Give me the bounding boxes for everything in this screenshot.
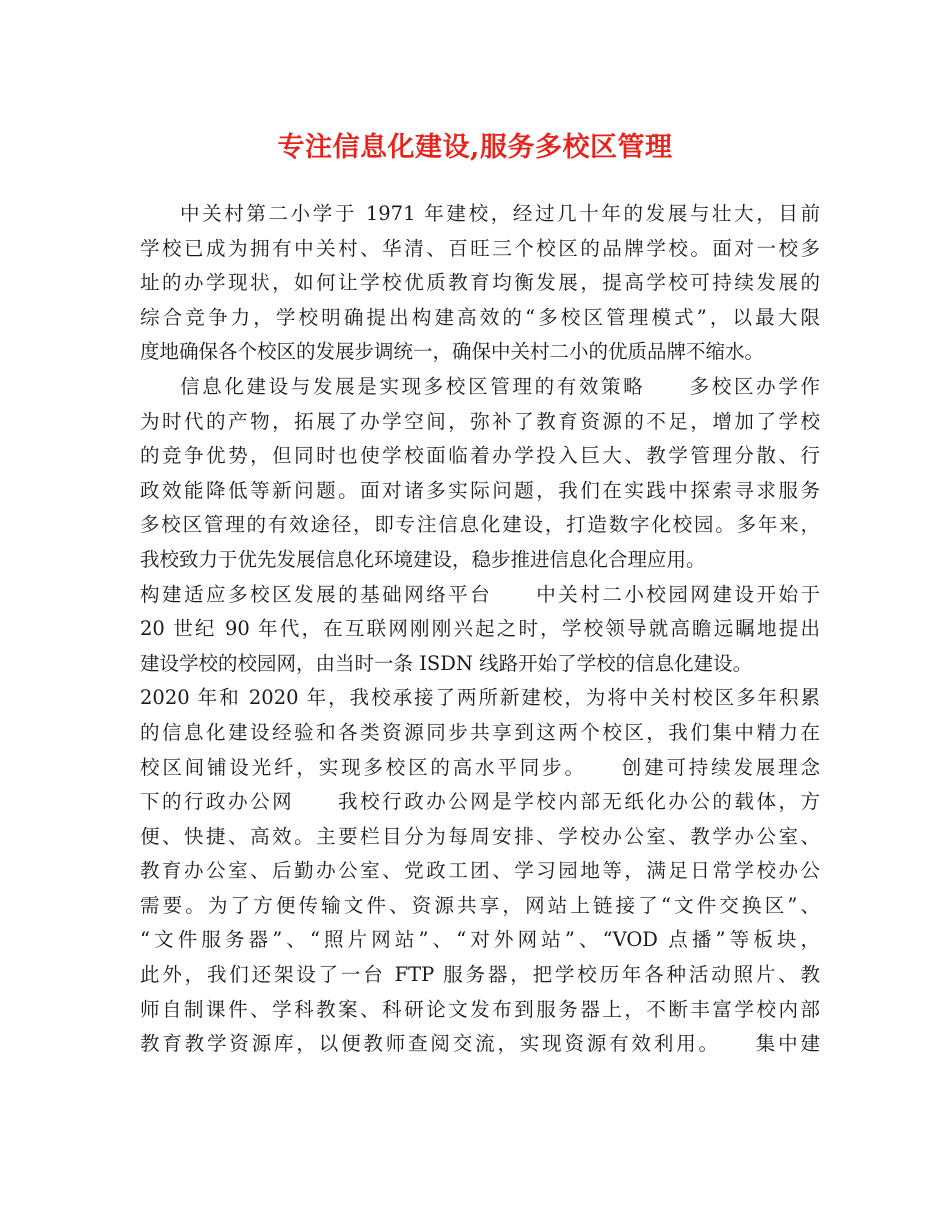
body-line: 度地确保各个校区的发展步调统一，确保中关村二小的优质品牌不缩水。: [140, 340, 765, 364]
body-line: 师自制课件、学科教案、科研论文发布到服务器上，不断丰富学校内部: [140, 997, 820, 1021]
body-line: 为时代的产物，拓展了办学空间，弥补了教育资源的不足，增加了学校: [140, 409, 820, 433]
document-body: [140, 197, 820, 1062]
body-line: 我校致力于优先发展信息化环境建设，稳步推进信息化合理应用。: [140, 547, 706, 571]
body-line: 便、快捷、高效。主要栏目分为每周安排、学校办公室、教学办公室、: [140, 824, 820, 848]
body-line: 综合竞争力，学校明确提出构建高效的“多校区管理模式”，以最大限: [140, 305, 820, 329]
body-line: 的竞争优势，但同时也使学校面临着办学投入巨大、教学管理分散、行: [140, 444, 820, 468]
body-line: 教育办公室、后勤办公室、党政工团、学习园地等，满足日常学校办公: [140, 859, 820, 883]
body-line: “文件服务器”、“照片网站”、“对外网站”、“VOD 点播”等板块，: [140, 928, 820, 952]
body-line: 址的办学现状，如何让学校优质教育均衡发展，提高学校可持续发展的: [140, 271, 820, 295]
body-line: 2020 年和 2020 年，我校承接了两所新建校，为将中关村校区多年积累: [140, 686, 820, 710]
body-line: 中关村第二小学于 1971 年建校，经过几十年的发展与壮大，目前: [180, 202, 820, 225]
body-line: 信息化建设与发展是实现多校区管理的有效策略 多校区办学作: [180, 374, 820, 398]
body-line: 教育教学资源库，以便教师查阅交流，实现资源有效利用。 集中建: [140, 1032, 820, 1056]
body-line: 构建适应多校区发展的基础网络平台 中关村二小校园网建设开始于: [140, 582, 820, 606]
body-line: 学校已成为拥有中关村、华清、百旺三个校区的品牌学校。面对一校多: [140, 236, 820, 260]
body-line: 政效能降低等新问题。面对诸多实际问题，我们在实践中探索寻求服务: [140, 478, 820, 502]
body-line: 建设学校的校园网，由当时一条 ISDN 线路开始了学校的信息化建设。: [140, 651, 753, 675]
body-line: 校区间铺设光纤，实现多校区的高水平同步。 创建可持续发展理念: [140, 755, 820, 779]
body-line: 需要。为了方便传输文件、资源共享，网站上链接了“文件交换区”、: [140, 893, 820, 917]
body-line: 的信息化建设经验和各类资源同步共享到这两个校区，我们集中精力在: [140, 720, 820, 744]
body-line: 下的行政办公网 我校行政办公网是学校内部无纸化办公的载体，方: [140, 790, 820, 814]
body-line: 此外，我们还架设了一台 FTP 服务器，把学校历年各种活动照片、教: [140, 963, 820, 987]
body-line: 多校区管理的有效途径，即专注信息化建设，打造数字化校园。多年来，: [140, 513, 820, 537]
body-line: 20 世纪 90 年代，在互联网刚刚兴起之时，学校领导就高瞻远瞩地提出: [140, 617, 820, 641]
document-title: 专注信息化建设,服务多校区管理: [277, 132, 673, 163]
